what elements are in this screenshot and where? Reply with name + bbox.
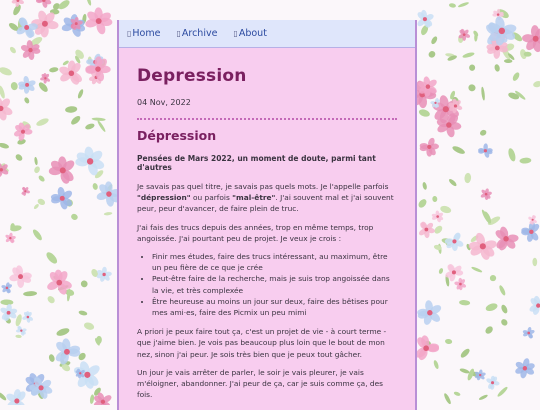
leaf xyxy=(511,71,520,82)
post-title: Depression xyxy=(137,66,247,86)
p1-mal-etre: "mal-être" xyxy=(232,193,276,203)
flower xyxy=(521,221,540,242)
about-icon: ▯ xyxy=(233,29,238,38)
leaf xyxy=(459,347,471,359)
flower xyxy=(36,0,52,8)
flower xyxy=(84,7,112,35)
dotted-separator xyxy=(137,118,397,120)
flower xyxy=(58,60,84,86)
leaf xyxy=(10,81,18,90)
leaf xyxy=(70,114,82,126)
flower xyxy=(50,186,73,210)
flower xyxy=(414,335,440,362)
leaf xyxy=(34,157,38,166)
leaf xyxy=(490,275,497,281)
list-item: • Peut-être faire de la recherche, mais je suis trop angoissée dans la vie, et très complexée xyxy=(152,273,397,295)
leaf xyxy=(0,85,6,99)
flower xyxy=(22,311,34,323)
leaf xyxy=(37,81,49,94)
leaf xyxy=(65,106,78,114)
flower xyxy=(416,9,435,28)
home-icon: ▯ xyxy=(127,29,132,38)
post-subtitle: Pensées de Mars 2022, un moment de doute, parmi tant d'autres xyxy=(137,154,376,172)
leaf xyxy=(433,360,440,370)
flower xyxy=(5,232,16,243)
leaf xyxy=(458,1,470,8)
flower xyxy=(478,143,493,158)
paragraph-2: J'ai fais des trucs depuis des années, trop en même temps, trop angoissée. J'ai pourtant peu de projet. Je veux je crois : xyxy=(137,222,374,243)
leaf xyxy=(438,268,444,275)
leaf xyxy=(33,165,41,174)
flower xyxy=(469,232,498,262)
goals-list xyxy=(137,251,397,318)
leaf xyxy=(471,266,483,273)
p1-text-a: Je savais pas quel titre, je savais pas quels mots. Je l'appelle parfois xyxy=(137,182,389,191)
paragraph-3: A priori je peux faire tout ça, c'est un projet de vie - à court terme - que j'aime bien. Je vois pas beaucoup plus loin que le bout de mon nez, sinon j'ai peur. Je sois très bien que je peux tout gâcher. xyxy=(137,327,387,359)
p1-text-c: ou parfois xyxy=(190,193,233,203)
nav-archive-label: Archive xyxy=(181,28,218,39)
leaf xyxy=(104,212,113,216)
leaf xyxy=(33,203,40,210)
nav-home-label: Home xyxy=(132,28,161,39)
leaf xyxy=(48,353,56,362)
flower xyxy=(11,0,24,7)
leaf xyxy=(418,108,431,118)
post-date: 04 Nov, 2022 xyxy=(137,98,191,107)
p1-depression: "dépression" xyxy=(137,193,191,203)
leaf xyxy=(92,183,99,191)
leaf xyxy=(46,295,56,305)
leaf xyxy=(89,394,94,404)
leaf xyxy=(0,142,10,150)
archive-icon: ▯ xyxy=(176,29,181,38)
leaf xyxy=(37,174,45,182)
leaf xyxy=(427,50,436,59)
leaf xyxy=(15,335,22,339)
leaf xyxy=(478,394,488,401)
leaf xyxy=(14,153,23,162)
leaf xyxy=(462,51,475,58)
flower xyxy=(522,327,535,340)
flower xyxy=(494,226,519,252)
leaf xyxy=(484,325,494,335)
leaf xyxy=(0,391,7,401)
leaf xyxy=(430,35,438,45)
nav-about-label: About xyxy=(238,28,267,39)
leaf xyxy=(532,80,540,88)
leaf xyxy=(500,318,509,327)
leaf xyxy=(433,224,444,235)
leaf xyxy=(45,251,59,266)
paragraph-1 xyxy=(137,181,397,215)
leaf xyxy=(445,338,453,344)
p1-text-e: . J'ai souvent mal et j'ai souvent peur, peur d'avancer, de faire plein de truc. xyxy=(137,193,394,214)
leaf xyxy=(80,279,89,288)
leaf xyxy=(504,59,512,63)
leaf xyxy=(83,321,95,331)
leaf xyxy=(49,67,59,73)
leaf xyxy=(0,66,13,77)
post-content xyxy=(119,66,415,400)
leaf xyxy=(23,291,37,297)
flower xyxy=(5,389,27,405)
flower xyxy=(445,231,465,251)
leaf xyxy=(0,299,13,305)
leaf xyxy=(70,213,79,221)
leaf xyxy=(485,302,499,312)
flower xyxy=(0,95,14,121)
leaf xyxy=(417,198,428,210)
flower xyxy=(9,265,33,288)
leaf xyxy=(57,0,71,11)
leaf xyxy=(496,386,508,398)
paragraph-4: Un jour je vais arrêter de parler, le soir je vais pleurer, je vais m'éloigner, abandonner. J'ai peur de ça, car je suis comme ça, des fois. xyxy=(137,367,383,400)
flower xyxy=(16,325,27,336)
flower xyxy=(522,25,540,53)
nav-about-link[interactable] xyxy=(233,28,267,39)
leaf xyxy=(422,182,428,191)
flower xyxy=(49,156,77,185)
flower xyxy=(480,188,492,200)
flower xyxy=(514,358,535,379)
flower xyxy=(418,221,436,239)
post-heading: Dépression xyxy=(137,128,217,143)
leaf xyxy=(451,145,466,156)
leaf xyxy=(469,64,475,70)
nav-archive-link[interactable] xyxy=(176,28,217,39)
leaf xyxy=(449,3,457,8)
leaf xyxy=(464,173,472,184)
nav-home-link[interactable] xyxy=(127,28,160,39)
leaf xyxy=(443,392,452,404)
leaf xyxy=(500,304,508,315)
leaf xyxy=(23,97,30,105)
flower xyxy=(485,376,499,390)
leaf xyxy=(507,147,517,162)
flower xyxy=(1,282,13,294)
leaf xyxy=(459,300,470,306)
leaf xyxy=(532,258,537,267)
flower xyxy=(417,300,443,326)
leaf xyxy=(453,391,461,397)
blog-panel xyxy=(117,20,417,410)
flower xyxy=(21,186,30,196)
leaf xyxy=(481,87,486,101)
leaf xyxy=(9,46,17,55)
leaf xyxy=(432,196,438,203)
flower xyxy=(431,210,444,223)
leaf xyxy=(448,178,458,187)
leaf xyxy=(78,310,88,316)
leaf xyxy=(31,228,43,241)
flower xyxy=(528,215,538,225)
leaf xyxy=(86,0,92,6)
leaf xyxy=(97,120,107,133)
list-item: • Être heureuse au moins un jour sur deux, faire des bêtises pour mes ami·es, faire des Picmix un peu mimi xyxy=(152,296,397,318)
flower xyxy=(419,137,439,157)
flower xyxy=(454,278,467,291)
leaf xyxy=(55,327,70,338)
leaf xyxy=(519,157,531,164)
list-item: • Finir mes études, faire des trucs intéressant, au maximum, être un peu fière de ce que je crée xyxy=(152,251,397,273)
top-nav xyxy=(119,20,415,48)
flower xyxy=(528,295,540,316)
leaf xyxy=(468,84,477,93)
leaf xyxy=(77,89,84,100)
leaf xyxy=(494,64,501,73)
flower xyxy=(40,73,51,84)
leaf xyxy=(479,129,487,137)
leaf xyxy=(459,368,470,375)
leaf xyxy=(498,284,506,296)
flower xyxy=(96,267,112,283)
leaf xyxy=(35,117,49,128)
leaf xyxy=(84,123,95,131)
flower xyxy=(18,76,37,94)
